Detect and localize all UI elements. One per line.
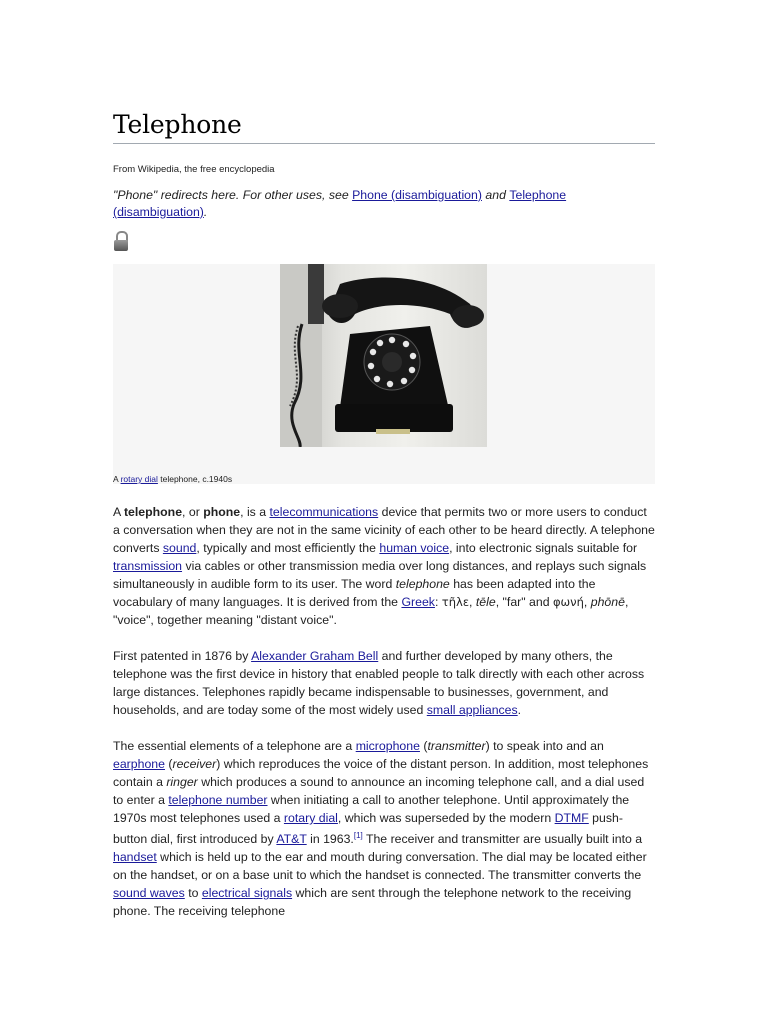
text: , [469, 595, 476, 609]
lock-icon[interactable] [113, 230, 129, 252]
microphone-link[interactable]: microphone [355, 739, 420, 753]
telephone-number-link[interactable]: telephone number [168, 793, 268, 807]
telephone-disambiguation-link[interactable]: Telephone (disambiguation) [113, 188, 567, 219]
phone-disambiguation-link[interactable]: Phone (disambiguation) [352, 188, 482, 202]
telephone-photo[interactable] [280, 264, 487, 447]
handset-link[interactable]: handset [113, 850, 157, 865]
text: ( [419, 739, 428, 753]
text: push-button dial, first introduced by [113, 811, 623, 847]
text: to [184, 886, 202, 901]
paragraph-intro [113, 503, 655, 629]
rotary-dial-link[interactable]: rotary dial [283, 811, 338, 825]
italic-term: ringer [166, 775, 198, 789]
text: in 1963. [306, 832, 354, 847]
sound-link[interactable]: sound [162, 541, 197, 555]
text: , "voice", together meaning "distant voice". [113, 595, 629, 627]
text: A [113, 505, 124, 519]
text: and further developed by many others, the telephone was the first device in history that enabled people to talk directly with each other across large distances. Telephones rapidly became indispensable to businesses, government, and households, and are today some of the most widely used [113, 649, 645, 717]
article [113, 110, 655, 938]
text: which is held up to the ear and mouth during conversation. The dial may be located either on the handset, or on a base unit to which the handset is connected. The transmitter converts the [113, 850, 647, 883]
text: device that permits two or more users to conduct a conversation when they are not in the same vicinity of each other to be heard directly. A telephone converts [113, 505, 655, 555]
electrical-signals-link[interactable]: electrical signals [201, 886, 293, 901]
human-voice-link[interactable]: human voice [379, 541, 450, 555]
att-link[interactable]: AT&T [276, 832, 307, 847]
text: . [517, 703, 522, 717]
text: ) which reproduces the voice of the distant person. In addition, most telephones contain a [113, 757, 649, 789]
hatnote [113, 187, 655, 221]
text: , typically and most efficiently the [196, 541, 380, 555]
italic-term: telephone [395, 577, 450, 591]
text: , or [182, 505, 204, 519]
text: when initiating a call to another telephone. Until approximately the 1970s most telephones used a [113, 793, 630, 825]
text: : [434, 595, 442, 609]
greek-word: φωνή [552, 595, 584, 609]
paragraph-history [113, 647, 655, 719]
caption-text: telephone, c.1940s [157, 474, 233, 484]
text: , is a [240, 505, 270, 519]
text: which are sent through the telephone network to the receiving phone. The receiving telephone [113, 886, 632, 919]
greek-link[interactable]: Greek [401, 595, 435, 609]
page-title: Telephone [113, 110, 655, 144]
article-body [113, 503, 655, 920]
lock-body [114, 240, 128, 251]
text: ( [164, 757, 173, 771]
alexander-graham-bell-link[interactable]: Alexander Graham Bell [251, 649, 379, 663]
transmission-link[interactable]: transmission [113, 559, 183, 573]
italic-term: receiver [172, 757, 217, 771]
text: The receiver and transmitter are usually built into a [362, 832, 643, 847]
text: , which was superseded by the modern [337, 811, 555, 825]
caption-text: A [113, 474, 121, 484]
text: which produces a sound to announce an incoming telephone call, and a dial used to enter a [113, 775, 645, 807]
italic-term: phōnē [590, 595, 625, 609]
bold-term: phone [203, 505, 241, 519]
italic-term: transmitter [427, 739, 486, 753]
telecommunications-link[interactable]: telecommunications [269, 505, 379, 519]
rotary-dial-caption-link[interactable]: rotary dial [120, 474, 158, 484]
text: ) to speak into and an [485, 739, 604, 753]
bold-term: telephone [123, 505, 183, 519]
italic-term: tēle [475, 595, 496, 609]
dtmf-link[interactable]: DTMF [554, 811, 589, 825]
text: has been adapted into the vocabulary of many languages. It is derived from the [113, 577, 596, 609]
text: First patented in 1876 by [113, 649, 252, 663]
earphone-link[interactable]: earphone [113, 757, 165, 771]
figure-caption [113, 474, 232, 484]
paragraph-elements [113, 737, 655, 920]
text: via cables or other transmission media over long distances, and replays such signals simultaneously in audible form to its user. The word [113, 559, 647, 591]
hatnote-text: and [481, 188, 510, 202]
text: The essential elements of a telephone are a [113, 739, 356, 753]
text: , "far" and [495, 595, 553, 609]
small-appliances-link[interactable]: small appliances [426, 703, 518, 717]
site-tagline: From Wikipedia, the free encyclopedia [113, 164, 275, 175]
text: , into electronic signals suitable for [449, 541, 638, 555]
greek-word: τῆλε [441, 595, 470, 609]
rotary-telephone-image [280, 264, 487, 447]
infobox-figure [113, 264, 655, 484]
hatnote-text: "Phone" redirects here. For other uses, see [113, 188, 353, 202]
hatnote-text: . [203, 205, 208, 219]
sound-waves-link[interactable]: sound waves [113, 886, 185, 901]
reference-marker[interactable]: [1] [353, 831, 363, 840]
text: , [583, 595, 591, 609]
